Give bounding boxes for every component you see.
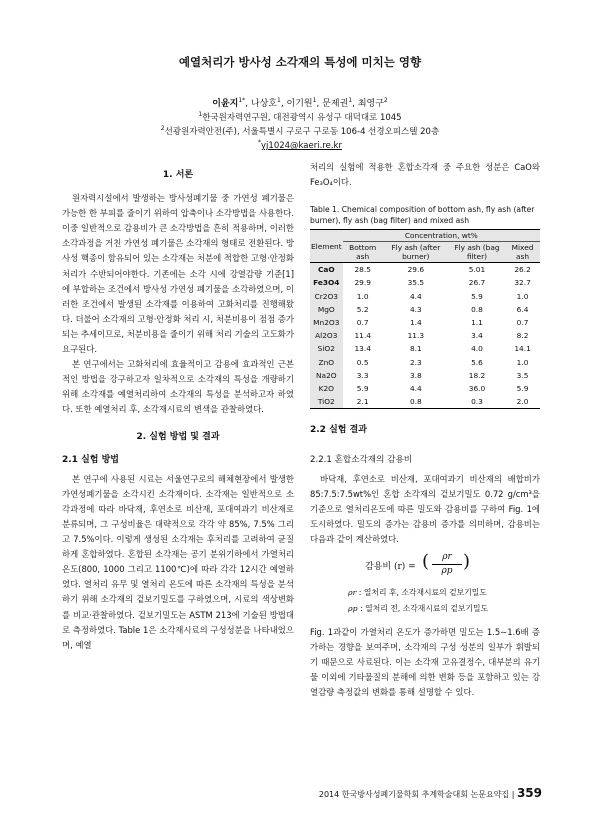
table-cell-value: 26.2	[514, 265, 531, 275]
table-cell-value: 0.7	[516, 318, 529, 327]
volume-reduction-formula	[310, 551, 540, 583]
table-cell-value: 0.3	[449, 395, 505, 409]
table-cell-value: 5.9	[516, 384, 529, 394]
results-subheading: 2.2 실험 결과	[310, 425, 367, 436]
methods-subheading: 2.1 실험 방법	[62, 454, 119, 465]
table-cell-value: 0.5	[356, 357, 369, 367]
table-cell-element: TiO2	[310, 395, 343, 409]
table-cell-value: 4.3	[409, 304, 422, 314]
intro-paragraph-2: 본 연구에서는 고화처리에 효율적이고 감용에 효과적인 근본적인 방법을 강구하고자 일차적으로 소각재의 특성을 개량하기 위해 소각재를 예열처리하여 소각재의 특성을 분석하고자 하였다. 또한 예열처리 후, 소각재시료의 변색을 관찰하였다.	[62, 359, 294, 415]
table-cell-value: 5.9	[356, 384, 369, 394]
formula-numerator: ρr	[432, 551, 462, 565]
table-cell-value: 29.6	[407, 265, 425, 275]
intro-heading: 1. 서론	[162, 170, 194, 180]
table-cell-value: 0.8	[383, 395, 449, 409]
table-row	[310, 356, 540, 369]
affiliation-1-sup: 1	[198, 111, 203, 119]
affiliation-1-text: 한국원자력연구원, 대전광역시 유성구 대덕대로 1045	[202, 113, 402, 123]
table-cell-value: 3.8	[409, 370, 422, 380]
table-cell-element: CaO	[310, 263, 343, 277]
author-3-sup: 1	[312, 97, 317, 104]
table-cell-value: 5.6	[471, 357, 483, 367]
table-row	[310, 369, 540, 382]
author-4: , 문제권	[316, 99, 349, 109]
table-header-element: Element	[310, 230, 343, 263]
email-text[interactable]: yj1024@kaeri.re.kr	[261, 140, 342, 151]
page-footer	[319, 786, 542, 800]
table-cell-value: 14.1	[514, 344, 531, 354]
affiliation-2-text: 선광원자력안전(주), 서울특별시 구로구 구로동 106-4 선경오피스텔 20층	[164, 127, 440, 137]
table-cell-value: 13.4	[354, 344, 371, 354]
table-caption: Table 1. Chemical composition of bottom ash, fly ash (after burner), fly ash (bag filter) and mixed ash	[310, 205, 535, 226]
table-cell-value: 26.7	[468, 278, 486, 288]
paper-title: 예열처리가 방사성 소각재의 특성에 미치는 영향	[178, 55, 422, 69]
table-cell-value: 5.2	[356, 304, 369, 314]
formula-paren-left: (	[422, 551, 430, 573]
table-cell-value: 8.2	[516, 331, 529, 341]
table-cell-value: 11.4	[354, 331, 371, 341]
author-2: , 나상호	[245, 99, 277, 109]
table-cell-element: Cr2O3	[310, 290, 343, 303]
composition-table	[310, 229, 540, 409]
table-cell-value: 1.0	[356, 291, 369, 301]
table-cell-value: 36.0	[468, 384, 486, 394]
table-row	[310, 329, 540, 342]
author-line	[0, 96, 600, 109]
table-body	[310, 263, 540, 409]
table-cell-value: 3.4	[471, 331, 483, 341]
results-subsubheading: 2.2.1 혼합소각재의 감용비	[310, 454, 413, 465]
table-row	[310, 276, 540, 289]
table-header-concentration: Concentration, wt%	[343, 230, 540, 242]
table-col-fly-ash-after-burner: Fly ash (after burner)	[383, 242, 449, 263]
table-cell-value: 0.7	[356, 318, 369, 327]
table-cell-element: SiO2	[310, 342, 343, 355]
lead-author: 이윤지	[212, 99, 239, 109]
contact-email	[0, 139, 600, 151]
table-cell-value: 18.2	[468, 370, 486, 380]
definition-rho-r	[310, 585, 540, 601]
methods-paragraph: 본 연구에 사용된 시료는 서울연구로의 해체현장에서 발생한 가연성폐기물을 소각시킨 소각재이다. 소각재는 일반적으로 소각과정에 따라 바닥재, 후연소로 비산재, 포대여과기 비산재로 분류되며, 그 구성비율은 대략적으로 각각 약 85%, 7.5% 그리고 7.5%이다. 이렇게 생성된 소각재는 후처리를 고려하여 균질하게 혼합하였다. 혼합된 소각재는 공기 분위기하에서 가열처리 온도(800, 1000 그리고 1100℃)에 따라 각각 12시간 예열하였다. 열처리 유무 및 열처리 온도에 따른 소각재의 특성을 분석하기 위해 소각재의 겉보기밀도를 구하였으며, 시료의 색상변화를 비교·관찰하였다. 겉보기밀도는 ASTM 213에 기술된 방법대로 측정하였다. Table 1은 소각재시료의 구성성분을 나타내었으며, 예열	[62, 473, 294, 650]
table-cell-element: ZnO	[310, 356, 343, 369]
table-cell-value: 29.9	[354, 278, 371, 288]
left-column	[62, 160, 294, 653]
definition-rho-p-text: : 열처리 전, 소각재시료의 겉보기밀도	[360, 604, 489, 614]
table-cell-value: 3.3	[356, 370, 369, 380]
table-cell-value: 5.01	[468, 265, 486, 275]
table-cell-value: 6.4	[516, 304, 529, 314]
table-cell-value: 35.5	[407, 278, 425, 288]
affiliation-2	[0, 125, 600, 137]
table-cell-element: K2O	[310, 382, 343, 395]
author-2-sup: 1	[276, 97, 281, 104]
author-5: , 최영구	[352, 99, 384, 109]
table-cell-value: 0.8	[471, 304, 483, 314]
intro-paragraph-1: 원자력시설에서 발생하는 방사성폐기물 중 가연성 폐기물은 가능한 한 부피를 줄이기 위하여 압축이나 소각방법을 사용한다. 이중 일반적으로 감용비가 큰 소각방법을 흔히 적용하며, 이러한 소각과정을 거친 가연성 폐기물은 소각재의 형태로 전환된다. 방사성 핵종이 함유되어 있는 소각재는 처분에 적합한 고형·안정화처리가 수반되어야한다. 기존에는 소각 시에 강열감량 기준[1]에 부합하는 조건에서 방사성 가연성 폐기물을 소각하였으며, 이러한 조건에서 발생된 소각재를 이용하여 고화처리를 진행해왔다. 더불어 소각재의 고형·안정화 처리 시, 처분비용이 점점 증가되는 추세이므로, 처분비용을 줄이기 위해 처리 기술의 고도화가 요구된다.	[62, 193, 294, 355]
table-cell-value: 5.9	[471, 291, 483, 301]
table-row	[310, 303, 540, 316]
formula-paren-right: )	[463, 551, 471, 573]
table-col-fly-ash-bag-filter: Fly ash (bag filter)	[449, 242, 505, 263]
table-cell-element: Mn2O3	[310, 316, 343, 329]
formula-fraction	[432, 551, 462, 578]
table-cell-element: Fe3O4	[310, 276, 343, 289]
formula-label: 감용비 (r) =	[365, 562, 416, 573]
author-3: , 이기원	[280, 99, 313, 109]
results-paragraph-1: 바닥재, 후연소로 비산재, 포대여과기 비산재의 배합비가 85:7.5:7.5wt%인 혼합 소각재의 겉보기밀도 0.72 g/cm³을 기준으로 열처리온도에 따른 밀도와 감용비를 구하여 Fig. 1에 도시하였다. 밀도의 증가는 감용비 증가를 의미하며, 감용비는 다음과 같이 계산하였다.	[310, 473, 540, 544]
table-row	[310, 382, 540, 395]
table-col-mixed-ash: Mixed ash	[505, 242, 540, 263]
table-cell-value: 1.1	[471, 318, 483, 327]
results-paragraph-2: Fig. 1과같이 가열처리 온도가 증가하면 밀도는 1.5∼1.6배 증가하는 경향을 보여주며, 소각재의 구성 성분의 일부가 휘발되기 때문으로 사료된다. 이는 소각재 고유결정수, 대부분의 유기물 이외에 기타물질의 분해에 의한 변화 등을 포함하고 있는 강열감량 측정값의 변화를 통해 설명할 수 있다.	[310, 627, 540, 698]
table-cell-value: 28.5	[354, 265, 371, 275]
lead-author-sup: 1*	[238, 97, 246, 104]
affiliation-2-sup: 2	[160, 125, 165, 133]
table-cell-value: 2.0	[505, 395, 540, 409]
right-column	[310, 160, 540, 701]
table-cell-value: 8.1	[409, 344, 422, 354]
footer-separator: |	[509, 790, 517, 799]
table-cell-value: 1.4	[409, 318, 422, 327]
table-row	[310, 316, 540, 329]
table-row	[310, 395, 540, 409]
right-continuation: 처리의 실험에 적용한 혼합소각재 중 주요한 성분은 CaO와 Fe₃O₄이다.	[310, 162, 540, 188]
author-4-sup: 1	[348, 97, 353, 104]
table-cell-value: 4.0	[471, 344, 483, 354]
table-cell-value: 4.4	[409, 291, 422, 301]
methods-heading: 2. 실험 방법 및 결과	[136, 431, 220, 442]
table-cell-value: 1.0	[516, 357, 529, 367]
table-cell-value: 4.4	[409, 384, 422, 394]
table-cell-value: 11.3	[407, 331, 425, 341]
table-cell-element: MgO	[310, 303, 343, 316]
definition-rho-r-text: : 열처리 후, 소각재시료의 겉보기밀도	[358, 588, 487, 598]
footer-proceedings: 2014 한국방사성폐기물학회 추계학술대회 논문요약집	[318, 790, 510, 799]
definition-rho-p	[310, 601, 540, 617]
affiliation-1	[0, 111, 600, 123]
table-cell-value: 2.1	[343, 395, 383, 409]
table-row	[310, 263, 540, 277]
definition-rho-p-symbol: ρp	[348, 604, 358, 614]
table-cell-element: Al2O3	[310, 329, 343, 342]
table-row	[310, 342, 540, 355]
table-col-bottom-ash: Bottom ash	[343, 242, 383, 263]
table-cell-value: 32.7	[514, 278, 531, 288]
definition-rho-r-symbol: ρr	[348, 588, 357, 598]
table-cell-value: 3.5	[516, 370, 529, 380]
email-sup: *	[258, 139, 262, 146]
table-cell-value: 1.0	[516, 291, 529, 301]
table-cell-value: 2.3	[409, 357, 422, 367]
table-row	[310, 290, 540, 303]
page-number: 359	[516, 786, 542, 800]
formula-denominator: ρp	[441, 566, 453, 577]
table-cell-element: Na2O	[310, 369, 343, 382]
author-5-sup: 2	[383, 97, 388, 104]
